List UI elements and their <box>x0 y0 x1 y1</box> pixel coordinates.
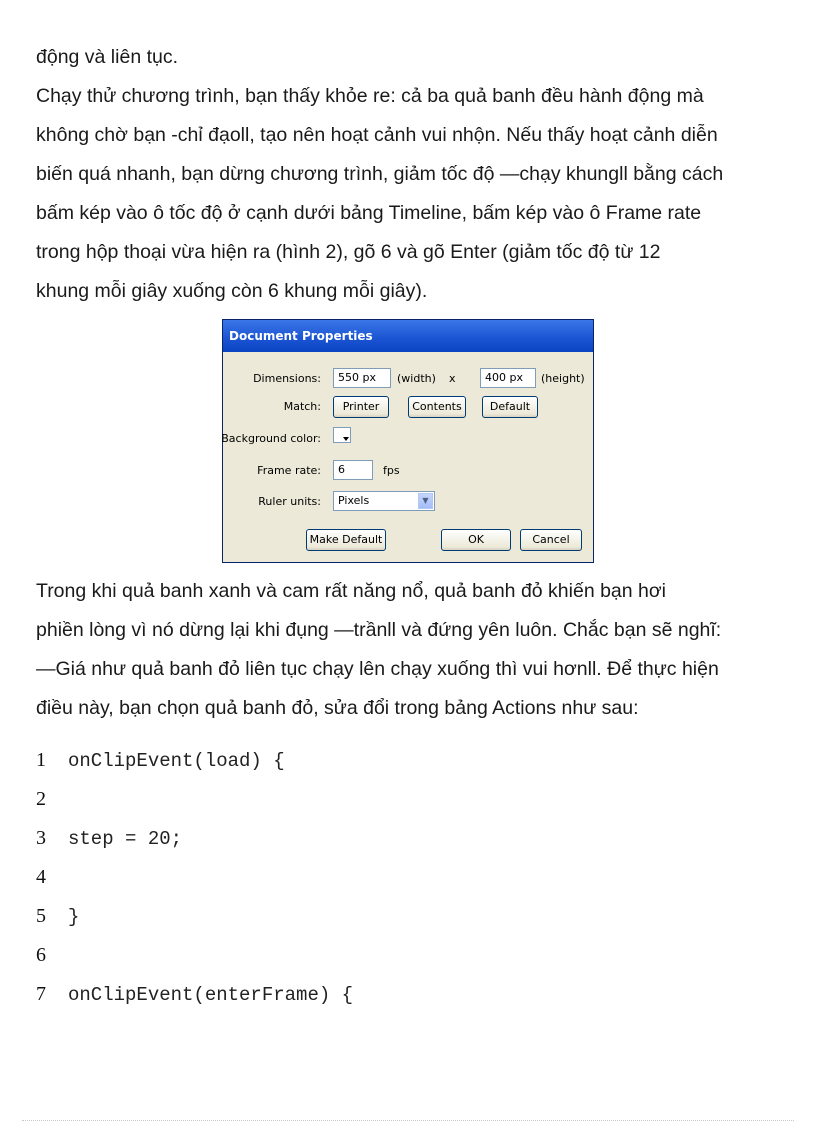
ruler-units-select[interactable] <box>333 491 435 511</box>
code-text: step = 20; <box>68 827 183 850</box>
text-line: phiền lòng vì nó dừng lại khi đụng —trầnll và đứng yên luôn. Chắc bạn sẽ nghĩ: <box>36 619 722 641</box>
contents-button[interactable]: Contents <box>408 396 466 418</box>
text-line: điều này, bạn chọn quả banh đỏ, sửa đổi trong bảng Actions như sau: <box>36 697 639 719</box>
document-properties-dialog <box>222 319 594 563</box>
code-line <box>36 858 636 897</box>
dialog-title: Document Properties <box>223 320 593 352</box>
text-line: Chạy thử chương trình, bạn thấy khỏe re: cả ba quả banh đều hành động mà <box>36 85 704 107</box>
frame-rate-label: Frame rate: <box>257 464 321 477</box>
text-line: biến quá nhanh, bạn dừng chương trình, giảm tốc độ —chạy khungll bằng cách <box>36 163 724 185</box>
ok-button[interactable]: OK <box>441 529 511 551</box>
printer-button[interactable]: Printer <box>333 396 389 418</box>
width-input[interactable]: 550 px <box>333 368 391 388</box>
width-label: (width) <box>397 372 436 385</box>
code-text: onClipEvent(load) { <box>68 749 285 772</box>
line-number: 5 <box>36 905 46 927</box>
dimensions-label: Dimensions: <box>253 372 321 385</box>
code-line <box>36 741 636 780</box>
line-number: 3 <box>36 827 46 849</box>
code-text: } <box>68 905 80 928</box>
ruler-units-value: Pixels <box>338 494 370 507</box>
line-number: 7 <box>36 983 46 1005</box>
text-line: Trong khi quả banh xanh và cam rất năng nổ, quả banh đỏ khiến bạn hơi <box>36 580 667 602</box>
text-line: trong hộp thoại vừa hiện ra (hình 2), gõ 6 và gõ Enter (giảm tốc độ từ 12 <box>36 241 661 263</box>
fps-label: fps <box>383 464 400 477</box>
match-label: Match: <box>283 400 321 413</box>
text-line: không chờ bạn -chỉ đạoll, tạo nên hoạt cảnh vui nhộn. Nếu thấy hoạt cảnh diễn <box>36 124 718 146</box>
dialog-body <box>223 352 593 564</box>
ruler-units-label: Ruler units: <box>258 495 321 508</box>
code-text: onClipEvent(enterFrame) { <box>68 983 354 1006</box>
code-line <box>36 780 636 819</box>
make-default-button[interactable]: Make Default <box>306 529 386 551</box>
text-line: động và liên tục. <box>36 46 179 68</box>
text-line: bấm kép vào ô tốc độ ở cạnh dưới bảng Timeline, bấm kép vào ô Frame rate <box>36 202 702 224</box>
chevron-down-icon[interactable]: ▼ <box>418 493 433 509</box>
times-label: x <box>449 372 456 385</box>
line-number: 2 <box>36 788 46 810</box>
paragraph-red-ball <box>36 572 786 728</box>
text-line: —Giá như quả banh đỏ liên tục chạy lên chạy xuống thì vui hơnll. Để thực hiện <box>36 658 719 680</box>
line-number: 6 <box>36 944 46 966</box>
code-line <box>36 819 636 858</box>
paragraph-intro <box>36 38 786 311</box>
cancel-button[interactable]: Cancel <box>520 529 582 551</box>
height-input[interactable]: 400 px <box>480 368 536 388</box>
background-color-swatch[interactable] <box>333 427 351 443</box>
footer-divider <box>22 1120 794 1121</box>
code-listing <box>36 741 636 1014</box>
text-line: khung mỗi giây xuống còn 6 khung mỗi giây). <box>36 280 428 302</box>
height-label: (height) <box>541 372 585 385</box>
line-number: 4 <box>36 866 46 888</box>
code-line <box>36 936 636 975</box>
frame-rate-input[interactable]: 6 <box>333 460 373 480</box>
code-line <box>36 975 636 1014</box>
background-color-label: Background color: <box>221 432 321 445</box>
chevron-down-icon <box>343 437 349 441</box>
default-button[interactable]: Default <box>482 396 538 418</box>
line-number: 1 <box>36 749 46 771</box>
code-line <box>36 897 636 936</box>
